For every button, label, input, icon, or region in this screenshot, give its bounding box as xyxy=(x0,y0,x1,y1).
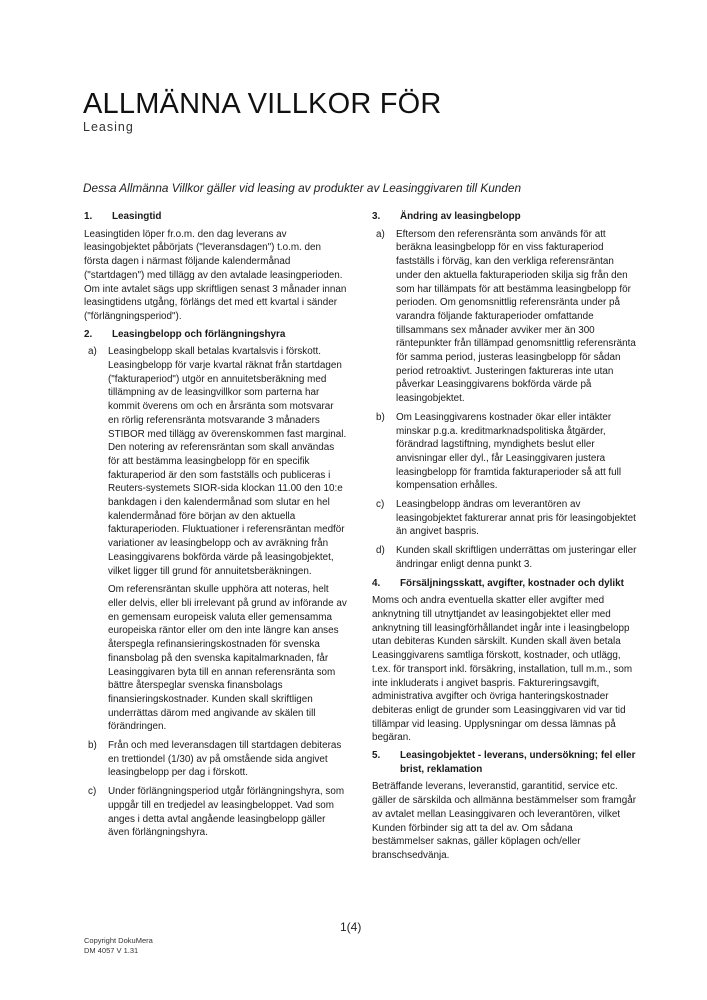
document-id: DM 4057 V 1.31 xyxy=(84,946,139,955)
clause-text: Eftersom den referensränta som används för att beräkna leasingbelopp för en viss fakturaperiod fastställs i förväg, kan den verkliga referensräntan under den aktuella fakturaperioden skilja sig från den som har tillämpats för att bestämma leasingbelopp för perioden. Om genomsnittlig referensränta under på varandra följande fakturaperioder omfattande tillsammans sex månader avviker mer än 300 räntepunkter från tillämpad genomsnittlig referensränta för samma period, justeras leasingbelopp för sådan period retroaktivt. Justeringen faktureras inte utan påverkar Leasinggivarens bokförda värde på leasingobjektet. xyxy=(396,228,636,405)
clause-text: Under förlängningsperiod utgår förlängningshyra, som uppgår till en tredjedel av leasingbeloppet. Vad som anges i detta avtal angående leasingbelopp gäller även förlängningshyra. xyxy=(108,786,345,839)
section-heading-4 xyxy=(372,577,637,591)
clause-2b xyxy=(84,739,347,780)
section-number: 3. xyxy=(372,211,381,222)
clause-3c xyxy=(372,498,637,539)
clause-label: c) xyxy=(376,499,385,511)
document-subtitle: Leasing xyxy=(83,120,134,134)
clause-2c xyxy=(84,785,347,840)
intro-text: Dessa Allmänna Villkor gäller vid leasing av produkter av Leasinggivaren till Kunden xyxy=(83,181,522,195)
section-number: 1. xyxy=(84,211,93,222)
clause-text: Leasingbelopp skall betalas kvartalsvis i förskott. Leasingbelopp för varje kvartal räknat från startdagen ("fakturaperiod") utgör en annuitetsberäkning med tillämpning av de leasingvillkor som parterna har kommit överens om och en årsränta som motsvarar en rörlig referensränta motsvarande 3 månaders STIBOR med tillägg av överenskommen fast marginal. Den notering av referensräntan som skall användas för att bestämma leasingbelopp för en specifik fakturaperiod är den som fastställs och publiceras i Reuters-systemets SIOR-sida klockan 11.00 den 10:e bankdagen i den kalendermånad som slutar en hel kalendermånad före början av den aktuella fakturaperioden. Fluktuationer i referensräntan medför variationer av leasingbelopp och av avräkning från Leasinggivarens bokförda värde på leasingobjektet, vilket ligger till grund för annuitetsberäkningen. xyxy=(108,346,347,577)
section-body-5: Beträffande leverans, leveranstid, garantitid, service etc. gäller de särskilda och allmänna bestämmelser som framgår av avtalet mellan Leasinggivaren och leverantören, vilket Kunden förbinder sig att ta del av. Om sådana bestämmelser saknas, gäller köplagen och/eller branschsedvänja. xyxy=(372,781,636,861)
clause-label: b) xyxy=(376,411,385,423)
clause-label: c) xyxy=(88,786,97,798)
footer xyxy=(84,936,153,956)
clause-label: a) xyxy=(88,346,97,358)
clause-text: Leasingbelopp ändras om leverantören av leasingobjektet fakturerar annat pris för leasingobjektet än angivet baspris. xyxy=(396,499,636,538)
right-column xyxy=(372,210,637,867)
document-title: ALLMÄNNA VILLKOR FÖR xyxy=(83,88,442,120)
section-title: Ändring av leasingbelopp xyxy=(400,211,521,222)
clause-label: a) xyxy=(376,228,385,240)
section-number: 2. xyxy=(84,328,93,340)
clause-label: b) xyxy=(88,740,97,752)
copyright-text: Copyright DokuMera xyxy=(84,936,153,945)
section-title: Försäljningsskatt, avgifter, kostnader och dylikt xyxy=(400,577,624,589)
clause-3b xyxy=(372,411,637,493)
section-number: 4. xyxy=(372,577,381,589)
section-title: Leasingobjektet - leverans, undersökning; fel eller brist, reklamation xyxy=(400,750,636,775)
clause-text-continued: Om referensräntan skulle upphöra att noteras, helt eller delvis, eller bli irrelevant på grund av införande av en gemensam europeisk valuta eller gemensamma europeiska räntor eller om den inte längre kan anses återspegla refinansieringskostnaden för svenska finansbolag på den svenska kapitalmarknaden, får Leasinggivaren byta till en annan referensränta som bättre återspeglar svenska finansbolags finansieringskostnader. Kunden skall skriftligen underrättas därom med angivande av skälen till förändringen. xyxy=(108,584,347,733)
section-title: Leasingbelopp och förlängningshyra xyxy=(112,328,286,340)
section-heading-5 xyxy=(372,749,637,776)
clause-3d xyxy=(372,544,637,571)
section-body-1: Leasingtiden löper fr.o.m. den dag leverans av leasingobjektet påbörjats ("leveransdagen") t.o.m. den första dagen i närmast följande kalendermånad ("startdagen") med tillägg av den avtalade leasingperioden. Om inte avtalet sägs upp skriftligen senast 3 månader innan leasingtidens utgång, förlängs det med ett kvartal i sänder ("förlängningsperiod"). xyxy=(84,228,347,322)
clause-text: Kunden skall skriftligen underrättas om justeringar eller ändringar enligt denna punkt 3. xyxy=(396,545,637,570)
section-number: 5. xyxy=(372,750,381,762)
section-title: Leasingtid xyxy=(112,211,162,222)
section-body-4: Moms och andra eventuella skatter eller avgifter med anknytning till utnyttjandet av leasingobjektet eller med anknytning till leasingförhållandet ingår inte i leasingbelopp utan debiteras Kunden särskilt. Kunden skall även betala Leasinggivarens samtliga förskott, kostnader, och utlägg, t.ex. för transport inkl. försäkring, installation, tull m.m., som inte inkluderats i angivet baspris. Faktureringsavgift, administrativa avgifter och övriga hanteringskostnader debiteras enligt de grunder som Leasinggivaren vid var tid tillämpar vid leasing. Upplysningar om dessa lämnas på begäran. xyxy=(372,595,633,744)
left-column xyxy=(84,210,347,845)
clause-3a xyxy=(372,228,637,406)
section-heading-1 xyxy=(84,210,347,224)
page-number: 1(4) xyxy=(340,920,362,934)
clause-2a xyxy=(84,345,347,734)
section-heading-3 xyxy=(372,210,637,224)
section-heading-2 xyxy=(84,328,347,342)
clause-text: Om Leasinggivarens kostnader ökar eller intäkter minskar p.g.a. kreditmarknadspolitiska åtgärder, förändrad lagstiftning, myndighets beslut eller anvisningar eller dyl., får Leasinggivaren justera leasingbelopp för framtida fakturaperioder så att full kompensation erhålles. xyxy=(396,411,622,492)
clause-text: Från och med leveransdagen till startdagen debiteras en trettiondel (1/30) av på omstående sida angivet leasingbelopp per dag i förskott. xyxy=(108,740,342,779)
clause-label: d) xyxy=(376,545,385,557)
